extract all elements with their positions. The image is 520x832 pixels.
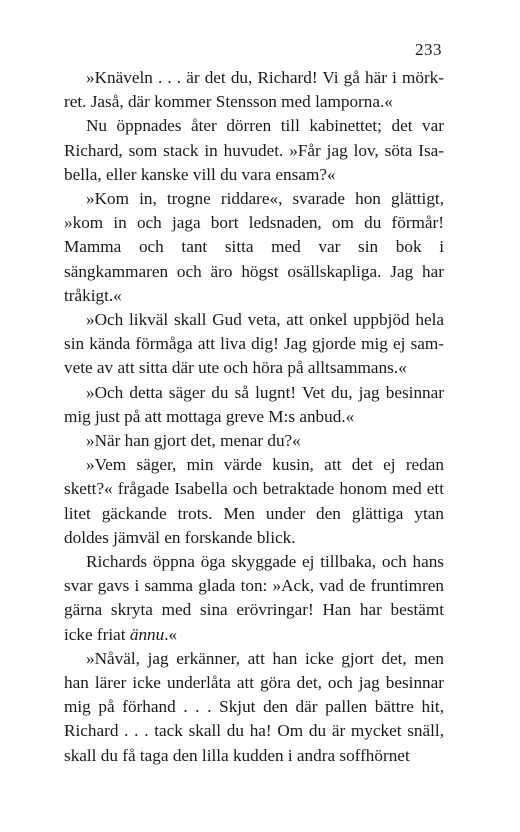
- paragraph: »Knäveln . . . är det du, Richard! Vi gå här i mörk-ret. Jaså, där kommer Stensson med lamporna.«: [64, 68, 444, 112]
- paragraph: [64, 550, 444, 647]
- paragraph: Nu öppnades åter dörren till kabinettet; det var Richard, som stack in huvudet. »Får jag lov, söta Isa-bella, eller kanske vill du vara ensam?«: [64, 116, 444, 184]
- paragraph: »Nåväl, jag erkänner, att han icke gjort det, men han lärer icke underlåta att göra det, och jag besinnar mig på förhand . . . Skjut den där pallen bättre hit, Richard . . . tack skall du ha! Om du är mycket snäll, skall du få taga den lilla kudden i andra soffhörnet: [64, 648, 444, 765]
- emphasized-word: ännu: [129, 624, 165, 644]
- paragraph: »Och detta säger du så lugnt! Vet du, jag besinnar mig just på att mottaga greve M:s anbud.«: [64, 382, 444, 426]
- body-text: [64, 66, 444, 768]
- paragraph-text: Richards öppna öga skyggade ej tillbaka, och hans svar gavs i samma glada ton: »Ack, vad de fruntimren gärna skryta med sina erövringar! Han har bestämt icke friat: [64, 552, 444, 644]
- paragraph: »Kom in, trogne riddare«, svarade hon glättigt, »kom in och jaga bort ledsnaden, om du förmår! Mamma och tant sitta med var sin bok i sängkammaren och äro högst osällskapliga. Jag har tråkigt.«: [64, 189, 444, 305]
- page-number: 233: [415, 40, 442, 59]
- paragraph: »Och likväl skall Gud veta, att onkel uppbjöd hela sin kända förmåga att liva dig! Jag gjorde mig ej sam-vete av att sitta där ute och höra på alltsammans.«: [64, 310, 444, 378]
- paragraph: »Vem säger, min värde kusin, att det ej redan skett?« frågade Isabella och betraktade honom med ett litet gäckande trots. Men under den glättiga ytan doldes jämväl en forskande blick.: [64, 455, 444, 547]
- paragraph: »När han gjort det, menar du?«: [86, 431, 301, 451]
- paragraph-text: .«: [164, 624, 178, 644]
